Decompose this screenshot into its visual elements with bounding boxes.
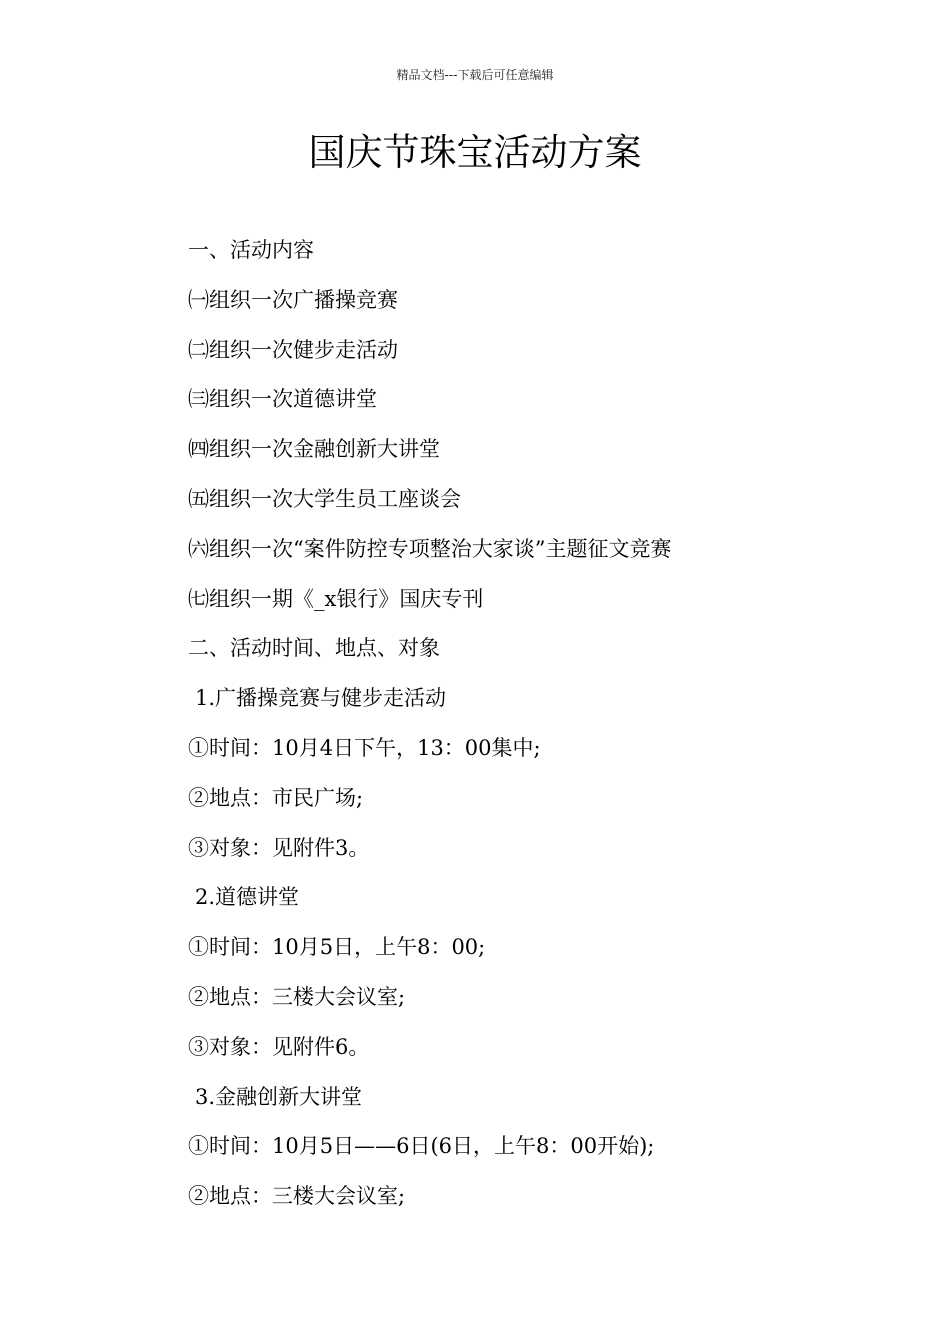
section-heading: 二、活动时间、地点、对象 — [188, 636, 440, 661]
detail-item: ②地点：三楼大会议室; — [188, 1184, 406, 1209]
list-item: ㈢组织一次道德讲堂 — [188, 387, 377, 412]
list-item: ㈠组织一次广播操竞赛 — [188, 287, 398, 312]
detail-item: ②地点：市民广场; — [188, 785, 364, 810]
section-heading: 一、活动内容 — [188, 238, 314, 262]
document-body — [188, 230, 908, 1226]
detail-item: ①时间：10月5日——6日(6日，上午8：00开始); — [188, 1134, 655, 1159]
subsection-heading: 2.道德讲堂 — [195, 885, 300, 910]
detail-item: ③对象：见附件3。 — [188, 835, 370, 860]
page-header: 精品文档---下载后可任意编辑 — [396, 68, 554, 82]
list-item: ㈥组织一次“案件防控专项整治大家谈”主题征文竞赛 — [188, 536, 672, 561]
subsection-heading: 1.广播操竞赛与健步走活动 — [195, 686, 447, 711]
list-item: ㈤组织一次大学生员工座谈会 — [188, 486, 461, 511]
subsection-heading: 3.金融创新大讲堂 — [195, 1084, 363, 1109]
list-item: ㈡组织一次健步走活动 — [188, 337, 398, 362]
list-item: ㈣组织一次金融创新大讲堂 — [188, 437, 440, 462]
list-item: ㈦组织一期《_x银行》国庆专刊 — [188, 586, 484, 611]
detail-item: ①时间：10月4日下午，13：00集中; — [188, 735, 541, 760]
detail-item: ③对象：见附件6。 — [188, 1034, 370, 1059]
detail-item: ②地点：三楼大会议室; — [188, 984, 406, 1009]
document-title: 国庆节珠宝活动方案 — [308, 131, 642, 174]
detail-item: ①时间：10月5日，上午8：00; — [188, 935, 486, 960]
